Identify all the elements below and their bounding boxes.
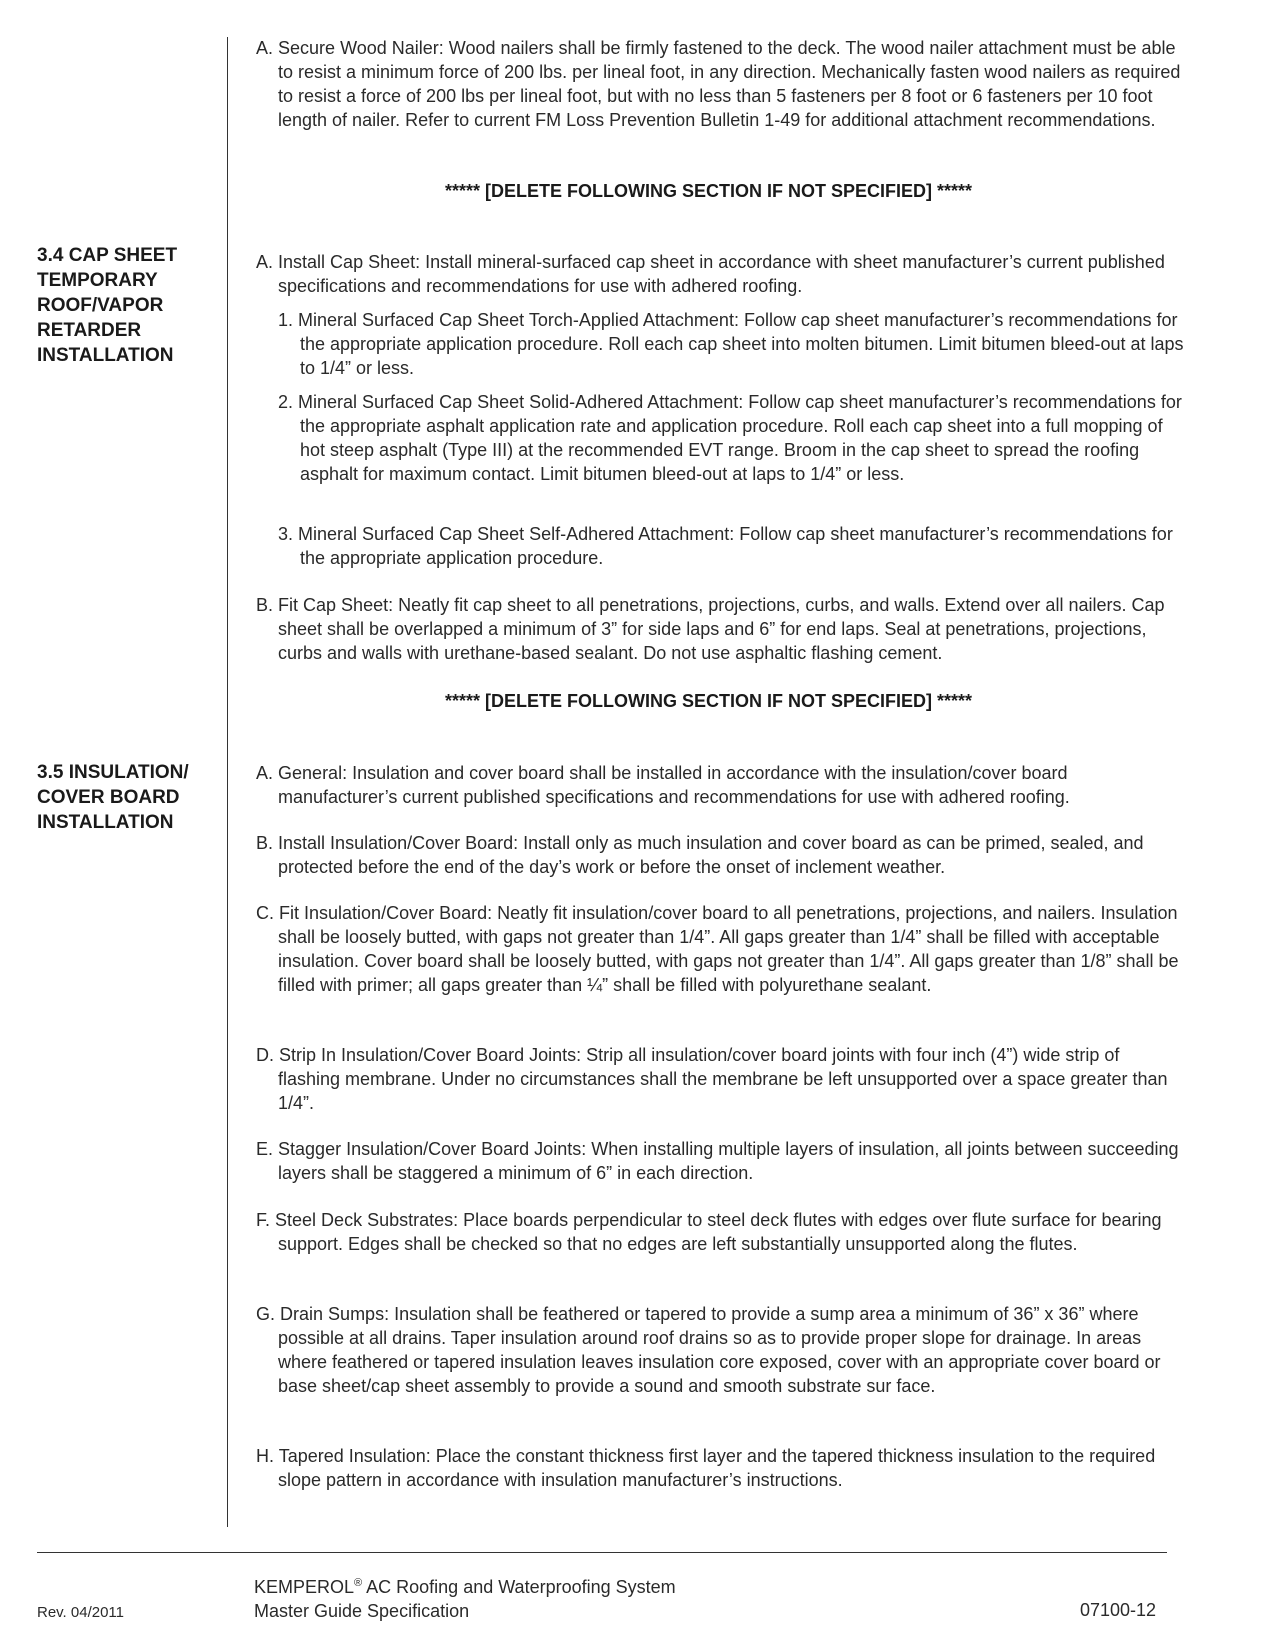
heading-line: COVER BOARD: [37, 787, 180, 808]
item-text: Fit Insulation/Cover Board: Neatly fit insulation/cover board to all penetrations, projections, and nailers. Insulation shall be loosely butted, with gaps not greater than 1/4”. All gaps greater than 1/4” shall be filled with acceptable insulation. Cover board shall be loosely butted, with gaps not greater than 1/4”. All gaps greater than 1/8” shall be filled with primer; all gaps greater than ¼” shall be filled with polyurethane sealant.: [278, 903, 1179, 995]
item-text: Secure Wood Nailer: Wood nailers shall be firmly fastened to the deck. The wood nailer attachment must be able to resist a minimum force of 200 lbs. per lineal foot, in any direction. Mechanically fasten wood nailers as required to resist a force of 200 lbs per lineal foot, but with no less than 5 fasteners per 8 foot or 6 fasteners per 10 foot length of nailer. Refer to current FM Loss Prevention Bulletin 1-49 for additional attachment recommendations.: [278, 38, 1181, 130]
footer-title-line-2: Master Guide Specification: [254, 1601, 470, 1621]
item-text: Drain Sumps: Insulation shall be feathered or tapered to provide a sump area a minimum of 36” x 36” where possible at all drains. Taper insulation around roof drains so as to provide proper slope for drainage. In areas where feathered or tapered insulation leaves insulation core exposed, cover with an appropriate cover board or base sheet/cap sheet assembly to provide a sound and smooth substrate sur face.: [278, 1304, 1161, 1396]
item-text: Tapered Insulation: Place the constant thickness first layer and the tapered thickness insulation to the required slope pattern in accordance with insulation manufacturer’s instructions.: [278, 1446, 1156, 1490]
section-heading-3-4: [37, 243, 222, 368]
item-letter: A.: [256, 252, 274, 272]
item-text: Steel Deck Substrates: Place boards perpendicular to steel deck flutes with edges over flute surface for bearing support. Edges shall be checked so that no edges are left substantially unsupported along the flutes.: [275, 1210, 1162, 1254]
item-drain-sumps: [256, 1302, 1183, 1398]
item-text: Fit Cap Sheet: Neatly fit cap sheet to all penetrations, projections, curbs, and walls. Extend over all nailers. Cap sheet shall be overlapped a minimum of 3” for side laps and 6” for end laps. Seal at penetrations, projections, curbs and walls with urethane-based sealant. Do not use asphaltic flashing cement.: [278, 595, 1165, 663]
item-letter: E.: [256, 1139, 274, 1159]
item-fit-insulation: [256, 901, 1183, 997]
item-letter: A.: [256, 38, 274, 58]
footer-revision: Rev. 04/2011: [37, 1604, 125, 1621]
subitem-text: Mineral Surfaced Cap Sheet Self-Adhered Attachment: Follow cap sheet manufacturer’s recommendations for the appropriate application procedure.: [298, 524, 1173, 568]
footer-divider: [37, 1552, 1167, 1553]
item-letter: A.: [256, 763, 274, 783]
item-text: Install Cap Sheet: Install mineral-surfaced cap sheet in accordance with sheet manufacturer’s current published specifications and recommendations for use with adhered roofing.: [278, 252, 1165, 296]
item-text: General: Insulation and cover board shall be installed in accordance with the insulation/cover board manufacturer’s current published specifications and recommendations for use with adhered roofing.: [278, 763, 1070, 807]
heading-line: INSTALLATION: [37, 345, 174, 366]
item-letter: B.: [256, 595, 274, 615]
item-letter: G.: [256, 1304, 276, 1324]
subitem-torch-applied: [278, 308, 1185, 380]
item-letter: F.: [256, 1210, 271, 1230]
item-letter: H.: [256, 1446, 274, 1466]
item-install-cap-sheet: [256, 250, 1183, 298]
heading-line: 3.5 INSULATION/: [37, 762, 189, 783]
item-install-insulation: [256, 831, 1183, 879]
item-letter: B.: [256, 833, 274, 853]
subitem-text: Mineral Surfaced Cap Sheet Solid-Adhered Attachment: Follow cap sheet manufacturer’s recommendations for the appropriate asphalt application rate and application procedure. Roll each cap sheet into a full mopping of hot steep asphalt (Type III) at the recommended EVT range. Broom in the cap sheet to spread the roofing asphalt for maximum contact. Limit bitumen bleed-out at laps to 1/4” or less.: [298, 392, 1182, 484]
item-text: Stagger Insulation/Cover Board Joints: When installing multiple layers of insulation, all joints between succeeding layers shall be staggered a minimum of 6” in each direction.: [278, 1139, 1179, 1183]
heading-line: ROOF/VAPOR: [37, 295, 164, 316]
heading-line: TEMPORARY: [37, 270, 158, 291]
footer-title-rest: AC Roofing and Waterproofing System: [362, 1577, 676, 1597]
heading-line: 3.4 CAP SHEET: [37, 245, 178, 266]
subitem-solid-adhered: [278, 390, 1185, 486]
heading-line: INSTALLATION: [37, 812, 174, 833]
footer-brand: KEMPEROL: [254, 1577, 355, 1597]
item-secure-wood-nailer: [256, 36, 1183, 132]
item-text: Strip In Insulation/Cover Board Joints: Strip all insulation/cover board joints with four inch (4”) wide strip of flashing membrane. Under no circumstances shall the membrane be left unsupported over a space greater than 1/4”.: [278, 1045, 1168, 1113]
subitem-text: Mineral Surfaced Cap Sheet Torch-Applied Attachment: Follow cap sheet manufacturer’s recommendations for the appropriate application procedure. Roll each cap sheet into molten bitumen. Limit bitumen bleed-out at laps to 1/4” or less.: [298, 310, 1184, 378]
item-general: [256, 761, 1183, 809]
item-strip-in-joints: [256, 1043, 1183, 1115]
heading-line: RETARDER: [37, 320, 142, 341]
subitem-number: 2.: [278, 392, 294, 412]
subitem-self-adhered: [278, 522, 1185, 570]
section-heading-3-5: [37, 760, 222, 835]
item-stagger-joints: [256, 1137, 1183, 1185]
delete-section-note: ***** [DELETE FOLLOWING SECTION IF NOT SPECIFIED] *****: [444, 181, 973, 201]
column-divider: [227, 37, 228, 1527]
item-letter: C.: [256, 903, 274, 923]
item-letter: D.: [256, 1045, 274, 1065]
item-steel-deck-substrates: [256, 1208, 1183, 1256]
delete-section-note: ***** [DELETE FOLLOWING SECTION IF NOT SPECIFIED] *****: [444, 691, 973, 711]
page-number: 07100-12: [1080, 1600, 1157, 1620]
item-fit-cap-sheet: [256, 593, 1183, 665]
item-text: Install Insulation/Cover Board: Install only as much insulation and cover board as can be primed, sealed, and protected before the end of the day’s work or before the onset of inclement weather.: [278, 833, 1144, 877]
footer-title-line-1: [254, 1575, 676, 1599]
footer-document-title: [254, 1575, 676, 1623]
subitem-number: 3.: [278, 524, 294, 544]
registered-mark: ®: [354, 1577, 363, 1589]
item-tapered-insulation: [256, 1444, 1183, 1492]
subitem-number: 1.: [278, 310, 294, 330]
